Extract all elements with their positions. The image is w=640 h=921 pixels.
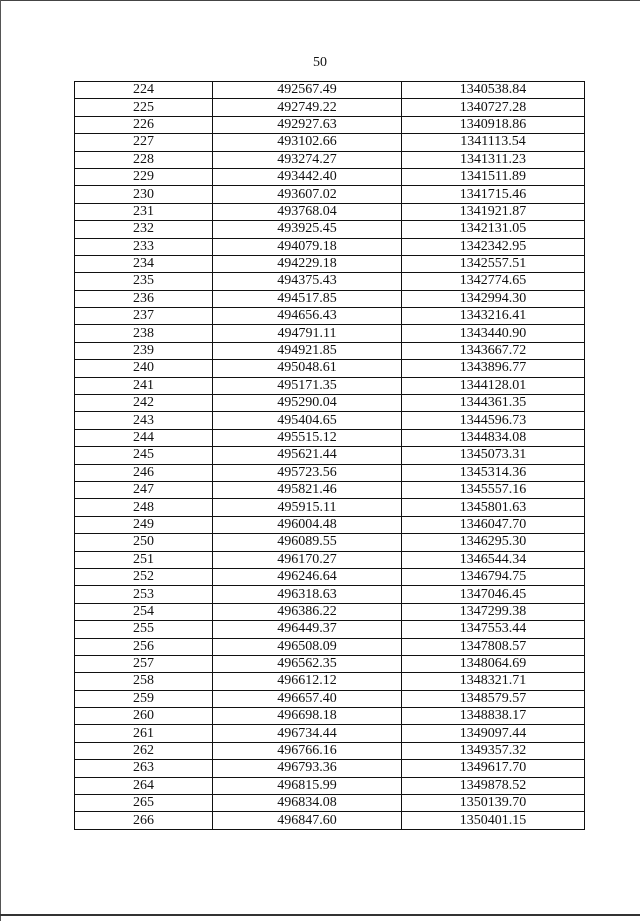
table-row [75,516,585,533]
table-row [75,725,585,742]
table-row [75,342,585,359]
y-coordinate-cell: 1341113.54 [402,134,585,151]
point-number-cell: 259 [75,690,213,707]
y-coordinate-cell: 1350401.15 [402,812,585,829]
x-coordinate-cell: 496246.64 [213,568,402,585]
x-coordinate-cell: 496170.27 [213,551,402,568]
table-row [75,742,585,759]
point-number-cell: 265 [75,795,213,812]
y-coordinate-cell: 1345073.31 [402,447,585,464]
x-coordinate-cell: 496508.09 [213,638,402,655]
y-coordinate-cell: 1348321.71 [402,673,585,690]
page-frame-left [0,0,1,921]
point-number-cell: 261 [75,725,213,742]
table-row [75,777,585,794]
point-number-cell: 255 [75,621,213,638]
y-coordinate-cell: 1340538.84 [402,82,585,99]
point-number-cell: 233 [75,238,213,255]
x-coordinate-cell: 493607.02 [213,186,402,203]
y-coordinate-cell: 1344128.01 [402,377,585,394]
y-coordinate-cell: 1342994.30 [402,290,585,307]
table-row [75,481,585,498]
table-row [75,186,585,203]
table-row [75,360,585,377]
table-row [75,499,585,516]
y-coordinate-cell: 1349357.32 [402,742,585,759]
table-row [75,586,585,603]
x-coordinate-cell: 496734.44 [213,725,402,742]
x-coordinate-cell: 494656.43 [213,308,402,325]
y-coordinate-cell: 1346794.75 [402,568,585,585]
x-coordinate-cell: 493274.27 [213,151,402,168]
y-coordinate-cell: 1345314.36 [402,464,585,481]
y-coordinate-cell: 1342774.65 [402,273,585,290]
point-number-cell: 245 [75,447,213,464]
y-coordinate-cell: 1346544.34 [402,551,585,568]
point-number-cell: 231 [75,203,213,220]
x-coordinate-cell: 494079.18 [213,238,402,255]
y-coordinate-cell: 1349097.44 [402,725,585,742]
y-coordinate-cell: 1345557.16 [402,481,585,498]
table-row [75,638,585,655]
x-coordinate-cell: 495723.56 [213,464,402,481]
x-coordinate-cell: 494921.85 [213,342,402,359]
point-number-cell: 236 [75,290,213,307]
coordinates-table-body [75,82,585,830]
table-row [75,238,585,255]
table-row [75,412,585,429]
point-number-cell: 227 [75,134,213,151]
table-row [75,447,585,464]
table-row [75,673,585,690]
x-coordinate-cell: 496386.22 [213,603,402,620]
point-number-cell: 243 [75,412,213,429]
table-row [75,621,585,638]
point-number-cell: 256 [75,638,213,655]
y-coordinate-cell: 1344596.73 [402,412,585,429]
point-number-cell: 232 [75,221,213,238]
table-row [75,134,585,151]
y-coordinate-cell: 1343667.72 [402,342,585,359]
point-number-cell: 239 [75,342,213,359]
table-row [75,325,585,342]
x-coordinate-cell: 493102.66 [213,134,402,151]
point-number-cell: 226 [75,116,213,133]
y-coordinate-cell: 1341715.46 [402,186,585,203]
x-coordinate-cell: 494229.18 [213,255,402,272]
point-number-cell: 263 [75,760,213,777]
x-coordinate-cell: 495290.04 [213,395,402,412]
point-number-cell: 253 [75,586,213,603]
point-number-cell: 250 [75,534,213,551]
y-coordinate-cell: 1347299.38 [402,603,585,620]
y-coordinate-cell: 1347046.45 [402,586,585,603]
y-coordinate-cell: 1343896.77 [402,360,585,377]
y-coordinate-cell: 1340727.28 [402,99,585,116]
y-coordinate-cell: 1348579.57 [402,690,585,707]
x-coordinate-cell: 495048.61 [213,360,402,377]
x-coordinate-cell: 496698.18 [213,708,402,725]
x-coordinate-cell: 492567.49 [213,82,402,99]
x-coordinate-cell: 496657.40 [213,690,402,707]
table-row [75,290,585,307]
point-number-cell: 251 [75,551,213,568]
point-number-cell: 258 [75,673,213,690]
x-coordinate-cell: 496847.60 [213,812,402,829]
table-row [75,429,585,446]
table-row [75,551,585,568]
x-coordinate-cell: 496089.55 [213,534,402,551]
y-coordinate-cell: 1343440.90 [402,325,585,342]
x-coordinate-cell: 495515.12 [213,429,402,446]
x-coordinate-cell: 495821.46 [213,481,402,498]
y-coordinate-cell: 1341311.23 [402,151,585,168]
y-coordinate-cell: 1346047.70 [402,516,585,533]
point-number-cell: 230 [75,186,213,203]
x-coordinate-cell: 495404.65 [213,412,402,429]
table-row [75,116,585,133]
point-number-cell: 241 [75,377,213,394]
y-coordinate-cell: 1341921.87 [402,203,585,220]
point-number-cell: 248 [75,499,213,516]
x-coordinate-cell: 496793.36 [213,760,402,777]
table-row [75,308,585,325]
point-number-cell: 237 [75,308,213,325]
y-coordinate-cell: 1341511.89 [402,168,585,185]
x-coordinate-cell: 495621.44 [213,447,402,464]
x-coordinate-cell: 496004.48 [213,516,402,533]
x-coordinate-cell: 494517.85 [213,290,402,307]
page-number: 50 [313,55,327,70]
x-coordinate-cell: 496449.37 [213,621,402,638]
point-number-cell: 247 [75,481,213,498]
point-number-cell: 254 [75,603,213,620]
y-coordinate-cell: 1340918.86 [402,116,585,133]
table-row [75,377,585,394]
y-coordinate-cell: 1349617.70 [402,760,585,777]
table-row [75,203,585,220]
x-coordinate-cell: 496612.12 [213,673,402,690]
point-number-cell: 228 [75,151,213,168]
table-row [75,255,585,272]
x-coordinate-cell: 493442.40 [213,168,402,185]
point-number-cell: 234 [75,255,213,272]
table-row [75,464,585,481]
x-coordinate-cell: 493768.04 [213,203,402,220]
table-row [75,655,585,672]
x-coordinate-cell: 496562.35 [213,655,402,672]
y-coordinate-cell: 1342131.05 [402,221,585,238]
table-row [75,690,585,707]
point-number-cell: 249 [75,516,213,533]
y-coordinate-cell: 1343216.41 [402,308,585,325]
table-row [75,708,585,725]
table-row [75,795,585,812]
table-row [75,812,585,829]
table-row [75,568,585,585]
table-row [75,534,585,551]
x-coordinate-cell: 496318.63 [213,586,402,603]
x-coordinate-cell: 494791.11 [213,325,402,342]
table-row [75,151,585,168]
y-coordinate-cell: 1346295.30 [402,534,585,551]
coordinates-table [74,81,585,830]
y-coordinate-cell: 1347808.57 [402,638,585,655]
y-coordinate-cell: 1348064.69 [402,655,585,672]
point-number-cell: 246 [75,464,213,481]
point-number-cell: 240 [75,360,213,377]
table-row [75,168,585,185]
table-row [75,221,585,238]
point-number-cell: 252 [75,568,213,585]
table-row [75,82,585,99]
table-row [75,99,585,116]
table-row [75,760,585,777]
point-number-cell: 224 [75,82,213,99]
point-number-cell: 262 [75,742,213,759]
x-coordinate-cell: 493925.45 [213,221,402,238]
y-coordinate-cell: 1345801.63 [402,499,585,516]
x-coordinate-cell: 492927.63 [213,116,402,133]
y-coordinate-cell: 1350139.70 [402,795,585,812]
point-number-cell: 260 [75,708,213,725]
point-number-cell: 244 [75,429,213,446]
point-number-cell: 264 [75,777,213,794]
point-number-cell: 225 [75,99,213,116]
x-coordinate-cell: 492749.22 [213,99,402,116]
x-coordinate-cell: 496766.16 [213,742,402,759]
y-coordinate-cell: 1349878.52 [402,777,585,794]
y-coordinate-cell: 1342342.95 [402,238,585,255]
point-number-cell: 229 [75,168,213,185]
x-coordinate-cell: 496834.08 [213,795,402,812]
y-coordinate-cell: 1348838.17 [402,708,585,725]
y-coordinate-cell: 1344361.35 [402,395,585,412]
x-coordinate-cell: 494375.43 [213,273,402,290]
y-coordinate-cell: 1344834.08 [402,429,585,446]
point-number-cell: 238 [75,325,213,342]
table-row [75,395,585,412]
x-coordinate-cell: 495915.11 [213,499,402,516]
table-row [75,273,585,290]
point-number-cell: 235 [75,273,213,290]
page-frame-bottom [0,914,640,916]
x-coordinate-cell: 496815.99 [213,777,402,794]
point-number-cell: 257 [75,655,213,672]
x-coordinate-cell: 495171.35 [213,377,402,394]
point-number-cell: 266 [75,812,213,829]
table-row [75,603,585,620]
page-frame-top [0,0,640,1]
y-coordinate-cell: 1342557.51 [402,255,585,272]
y-coordinate-cell: 1347553.44 [402,621,585,638]
point-number-cell: 242 [75,395,213,412]
